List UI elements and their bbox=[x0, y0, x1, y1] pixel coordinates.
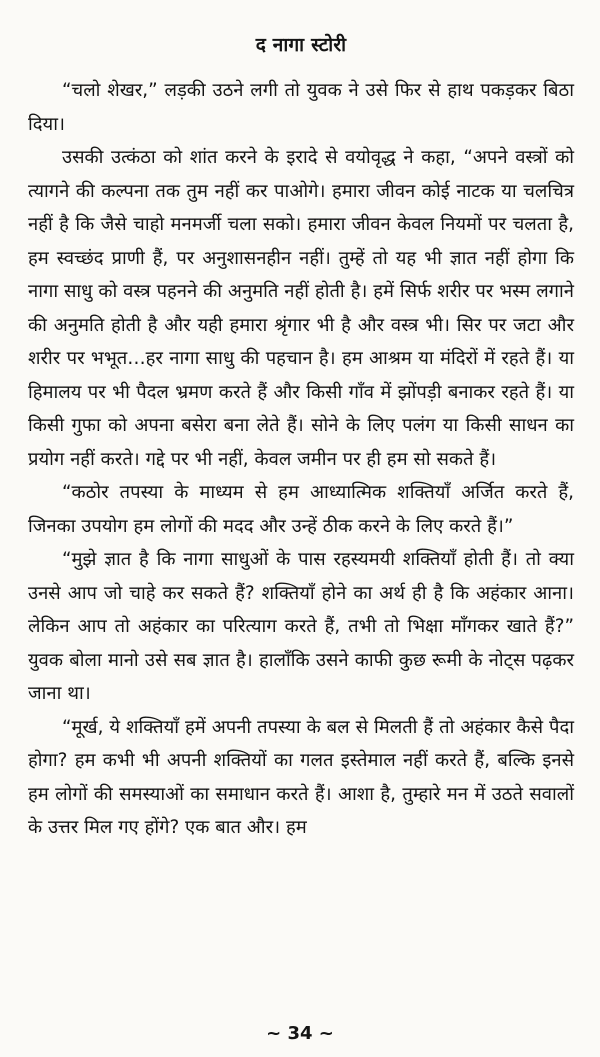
paragraph-4: “मुझे ज्ञात है कि नागा साधुओं के पास रहस्यमयी शक्तियाँ होती हैं। तो क्या उनसे आप जो चाहे कर सकते हैं? शक्तियाँ होने का अर्थ ही है कि अहंकार आना। लेकिन आप तो अहंकार का परित्याग करते हैं, तभी तो भिक्षा माँगकर खाते हैं?” युवक बोला मानो उसे सब ज्ञात है। हालाँकि उसने काफी कुछ रूमी के नोट्स पढ़कर जाना था। bbox=[28, 549, 574, 704]
paragraph-2: उसकी उत्कंठा को शांत करने के इरादे से वयोवृद्ध ने कहा, “अपने वस्त्रों को त्यागने की कल्पना तक तुम नहीं कर पाओगे। हमारा जीवन कोई नाटक या चलचित्र नहीं है कि जैसे चाहो मनमर्जी चला सको। हमारा जीवन केवल नियमों पर चलता है, हम स्वच्छंद प्राणी हैं, पर अनुशासनहीन नहीं। तुम्हें तो यह भी ज्ञात नहीं होगा कि नागा साधु को वस्त्र पहनने की अनुमति नहीं होती है। हमें सिर्फ शरीर पर भस्म लगाने की अनुमति होती है और यही हमारा श्रृंगार भी है और वस्त्र भी। सिर पर जटा और शरीर पर भभूत…हर नागा साधु की पहचान है। हम आश्रम या मंदिरों में रहते हैं। या हिमालय पर भी पैदल भ्रमण करते हैं और किसी गाँव में झोंपड़ी बनाकर रहते हैं। या किसी गुफा को अपना बसेरा बना लेते हैं। सोने के लिए पलंग या किसी साधन का प्रयोग नहीं करते। गद्दे पर भी नहीं, केवल जमीन पर ही हम सो सकते हैं। bbox=[28, 147, 574, 470]
page-number: ~ 34 ~ bbox=[266, 1023, 334, 1044]
running-header: द नागा स्टोरी bbox=[255, 34, 347, 56]
paragraph-1: “चलो शेखर,” लड़की उठने लगी तो युवक ने उसे फिर से हाथ पकड़कर बिठा दिया। bbox=[28, 80, 574, 135]
paragraph-3: “कठोर तपस्या के माध्यम से हम आध्यात्मिक शक्तियाँ अर्जित करते हैं, जिनका उपयोग हम लोगों की मदद और उन्हें ठीक करने के लिए करते हैं।” bbox=[28, 482, 574, 537]
paragraph-5: “मूर्ख, ये शक्तियाँ हमें अपनी तपस्या के बल से मिलती हैं तो अहंकार कैसे पैदा होगा? हम कभी भी अपनी शक्तियों का गलत इस्तेमाल नहीं करते हैं, बल्कि इनसे हम लोगों की समस्याओं का समाधान करते हैं। आशा है, तुम्हारे मन में उठते सवालों के उत्तर मिल गए होंगे? एक बात और। हम bbox=[28, 716, 574, 838]
